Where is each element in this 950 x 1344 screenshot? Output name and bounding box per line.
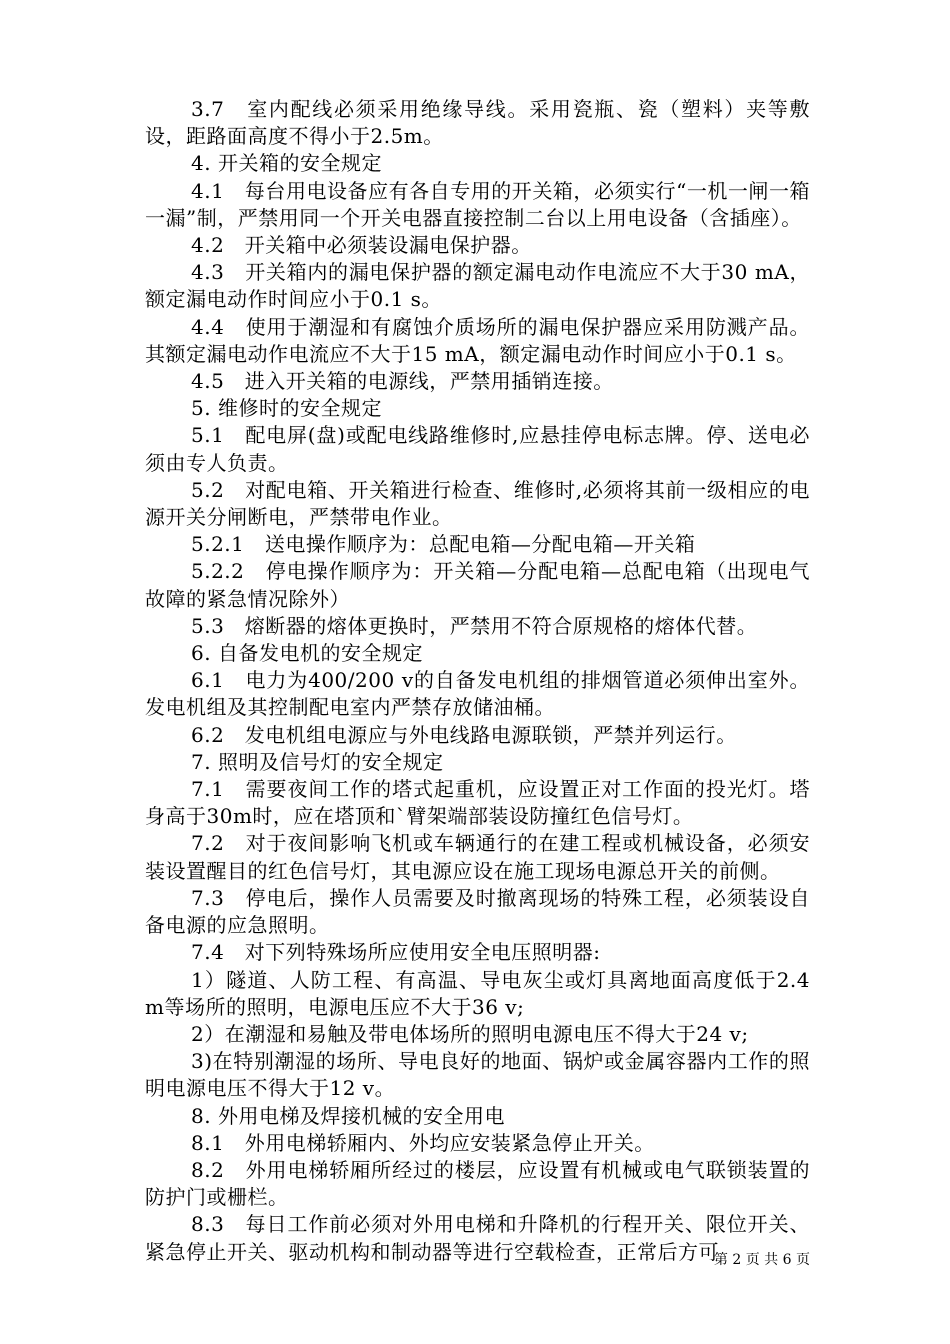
list-item-7-4-2: 2）在潮湿和易触及带电体场所的照明电源电压不得大于24 v; <box>191 1021 749 1046</box>
paragraph-5-3: 5.3 熔断器的熔体更换时，严禁用不符合原规格的熔体代替。 <box>191 613 758 638</box>
paragraph-3-7: 3.7 室内配线必须采用绝缘导线。采用瓷瓶、瓷（塑料）夹等敷设，距路面高度不得小于2.5m。 <box>145 97 810 149</box>
paragraph-5-2-1: 5.2.1 送电操作顺序为：总配电箱—分配电箱—开关箱 <box>191 532 696 557</box>
paragraph-5-1: 5.1 配电屏(盘)或配电线路维修时,应悬挂停电标志牌。停、送电必须由专人负责。 <box>145 423 810 475</box>
paragraph-7-3: 7.3 停电后，操作人员需要及时撤离现场的特殊工程，必须装设自备电源的应急照明。 <box>145 885 810 938</box>
section-heading-4: 4. 开关箱的安全规定 <box>191 151 382 176</box>
page-number-footer: 第 2 页 共 6 页 <box>713 1252 810 1268</box>
list-item-7-4-3: 3)在特别潮湿的场所、导电良好的地面、锅炉或金属容器内工作的照明电源电压不得大于12 v。 <box>145 1049 810 1101</box>
paragraph-6-2: 6.2 发电机组电源应与外电线路电源联锁，严禁并列运行。 <box>191 722 737 747</box>
paragraph-7-1: 7.1 需要夜间工作的塔式起重机，应设置正对工作面的投光灯。塔身高于30m时，应在塔顶和`臂架端部装设防撞红色信号灯。 <box>145 777 810 829</box>
document-body <box>145 96 810 1266</box>
paragraph-8-2: 8.2 外用电梯轿厢所经过的楼层，应设置有机械或电气联锁装置的防护门或栅栏。 <box>145 1157 810 1210</box>
paragraph-7-4: 7.4 对下列特殊场所应使用安全电压照明器: <box>191 940 601 965</box>
paragraph-6-1: 6.1 电力为400/200 v的自备发电机组的排烟管道必须伸出室外。发电机组及其控制配电室内严禁存放储油桶。 <box>145 668 810 720</box>
paragraph-5-2: 5.2 对配电箱、开关箱进行检查、维修时,必须将其前一级相应的电源开关分闸断电，严禁带电作业。 <box>145 477 810 530</box>
paragraph-8-1: 8.1 外用电梯轿厢内、外均应安装紧急停止开关。 <box>191 1130 655 1155</box>
paragraph-4-3: 4.3 开关箱内的漏电保护器的额定漏电动作电流应不大于30 mA，额定漏电动作时间应小于0.1 s。 <box>145 260 810 312</box>
section-heading-6: 6. 自备发电机的安全规定 <box>191 641 423 666</box>
paragraph-4-2: 4.2 开关箱中必须装设漏电保护器。 <box>191 233 532 258</box>
paragraph-4-1: 4.1 每台用电设备应有各自专用的开关箱，必须实行“一机一闸一箱一漏”制，严禁用同一个开关电器直接控制二台以上用电设备（含插座）。 <box>145 178 810 230</box>
paragraph-8-3: 8.3 每日工作前必须对外用电梯和升降机的行程开关、限位开关、紧急停止开关、驱动机构和制动器等进行空载检查，正常后方可 <box>145 1212 810 1264</box>
paragraph-4-4: 4.4 使用于潮湿和有腐蚀介质场所的漏电保护器应采用防溅产品。其额定漏电动作电流应不大于15 mA，额定漏电动作时间应小于0.1 s。 <box>145 314 810 366</box>
section-heading-7: 7. 照明及信号灯的安全规定 <box>191 749 444 774</box>
paragraph-4-5: 4.5 进入开关箱的电源线，严禁用插销连接。 <box>191 369 614 394</box>
section-heading-8: 8. 外用电梯及焊接机械的安全用电 <box>191 1103 505 1128</box>
list-item-7-4-1: 1）隧道、人防工程、有高温、导电灰尘或灯具离地面高度低于2.4m等场所的照明，电源电压应不大于36 v; <box>145 967 810 1019</box>
section-heading-5: 5. 维修时的安全规定 <box>191 396 382 421</box>
paragraph-5-2-2: 5.2.2 停电操作顺序为：开关箱—分配电箱—总配电箱（出现电气故障的紧急情况除外） <box>145 559 810 611</box>
paragraph-7-2: 7.2 对于夜间影响飞机或车辆通行的在建工程或机械设备，必须安装设置醒目的红色信号灯，其电源应设在施工现场电源总开关的前侧。 <box>145 831 810 883</box>
